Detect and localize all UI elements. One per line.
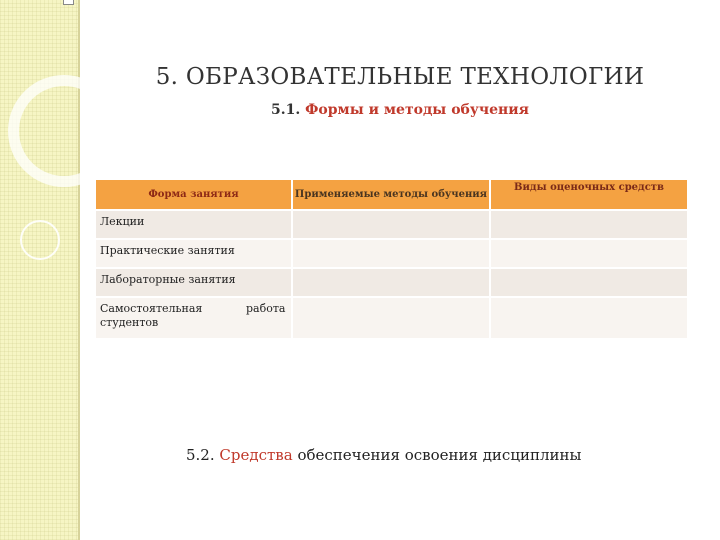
table-cell: [490, 268, 688, 297]
subtitle-number: 5.1.: [271, 102, 306, 118]
self-study-word1: Самостоятельная: [100, 302, 203, 315]
methods-table: [96, 180, 689, 340]
row-label-practical: Практические занятия: [96, 239, 292, 268]
table-cell: [292, 297, 490, 339]
decorative-ring-large: [8, 75, 120, 187]
subtitle-text: Формы и методы обучения: [305, 102, 529, 118]
table-cell: [490, 239, 688, 268]
slide-title: 5. ОБРАЗОВАТЕЛЬНЫЕ ТЕХНОЛОГИИ: [155, 64, 645, 90]
table-cell: [292, 268, 490, 297]
section-5-2-heading: [186, 446, 581, 464]
header-assessment: Виды оценочных средств: [490, 180, 688, 210]
table-header-row: [96, 180, 688, 210]
footer-red-word: Средства: [219, 446, 293, 464]
decorative-ring-small: [20, 220, 60, 260]
table-row: [96, 268, 688, 297]
header-methods: Применяемые методы обучения: [292, 180, 490, 210]
footer-rest: обеспечения освоения дисциплины: [292, 446, 582, 464]
table-cell: [490, 210, 688, 239]
table-cell: [292, 239, 490, 268]
footer-number: 5.2.: [186, 446, 220, 464]
table-cell: [490, 297, 688, 339]
top-tick-mark: [63, 0, 74, 5]
table-row: [96, 239, 688, 268]
table-cell: [292, 210, 490, 239]
table-row: [96, 210, 688, 239]
self-study-word3: студентов: [100, 316, 159, 329]
section-subtitle: [200, 102, 600, 118]
header-form: Форма занятия: [96, 180, 292, 210]
self-study-word2: работа: [246, 302, 286, 315]
table-row: [96, 297, 688, 339]
row-label-self-study: [96, 297, 292, 339]
row-label-lectures: Лекции: [96, 210, 292, 239]
row-label-lab: Лабораторные занятия: [96, 268, 292, 297]
